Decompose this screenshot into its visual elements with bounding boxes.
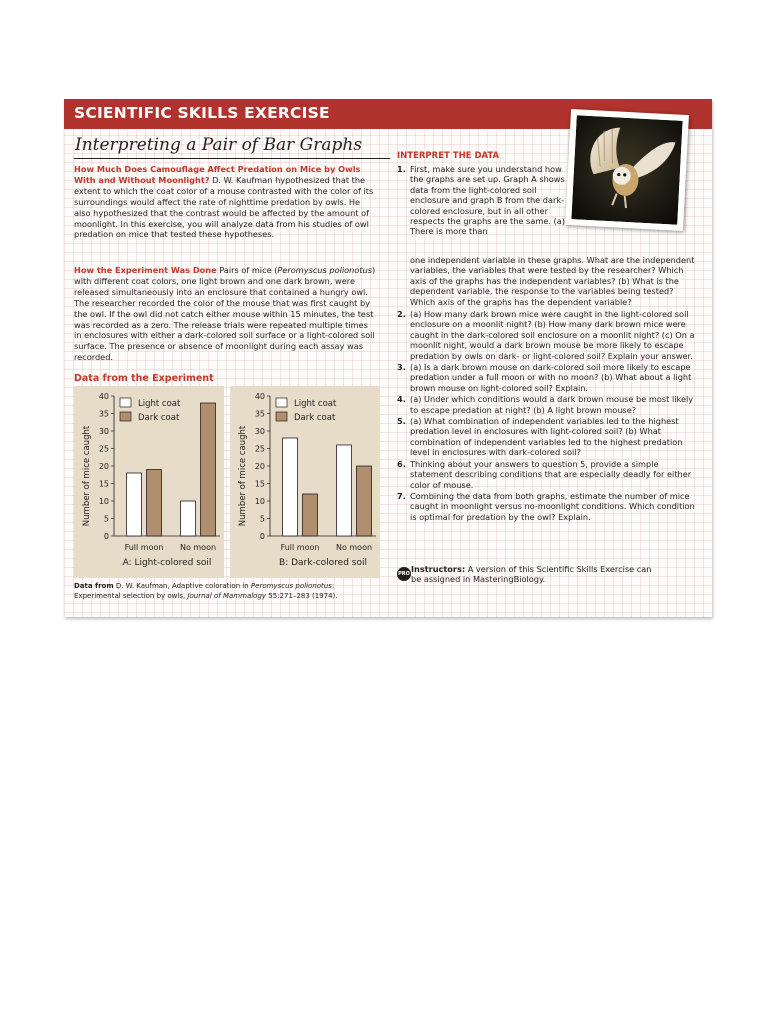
category-label: Full moon: [280, 543, 320, 552]
y-tick-label: 40: [98, 391, 109, 401]
legend-label: Dark coat: [138, 413, 180, 423]
y-tick-label: 15: [98, 479, 109, 489]
question-3: 3. (a) Is a dark brown mouse on dark-colored soil more likely to escape predation under a full moon or with no moon? (b) What about a light brown mouse on light-colored soil? Explain.: [397, 362, 692, 393]
title-rule: [74, 158, 390, 159]
question-7: 7. Combining the data from both graphs, estimate the number of mice caught in moonlight versus no-moonlight conditions. Which condition is optimal for predation by the owl? Explain.: [397, 490, 695, 522]
bar-dark-coat-no-moon: [201, 403, 216, 536]
y-axis-label: Number of mice caught: [238, 425, 248, 527]
intro-heading: How Much Does Camouflage Affect Predation on Mice by Owls With and Without Moonlight?: [74, 164, 361, 185]
legend-swatch: [120, 412, 131, 421]
method-heading: How the Experiment Was Done: [74, 265, 217, 275]
bar-light-coat-full-moon: [283, 438, 298, 536]
bar-light-coat-full-moon: [127, 473, 142, 536]
question-4: 4. (a) Under which conditions would a dark brown mouse be most likely to escape predation at night? (b) A light brown mouse?: [397, 394, 694, 415]
question-5: 5. (a) What combination of independent variables led to the highest predation level in enclosures with light-colored soil? (b) What combination of independent variables led to the highest predation level in enclosures with dark-colored soil?: [397, 416, 683, 458]
question-list-head: [397, 164, 697, 238]
bar-chart-a: [74, 386, 224, 578]
method-species: Peromyscus polionotus: [277, 265, 373, 275]
intro-body: D. W. Kaufman hypothesized that the extent to which the coat color of a mouse contrasted with the color of its surroundings would affect the rate of nighttime predation by owls. He also hypothesized that the contrast would be affected by the amount of moonlight. In this exercise, you will analyze data from his studies of owl predation on mice that tested these hypotheses.: [74, 174, 374, 240]
chart-title: A: Light-colored soil: [122, 558, 212, 568]
intro-paragraph: [74, 164, 376, 240]
y-tick-label: 20: [98, 461, 109, 471]
bar-light-coat-no-moon: [181, 501, 196, 536]
y-tick-label: 35: [98, 409, 109, 419]
category-label: No moon: [179, 543, 217, 552]
legend-label: Light coat: [138, 399, 181, 409]
method-body-1: Pairs of mice (: [216, 265, 278, 275]
y-tick-label: 5: [259, 514, 265, 524]
legend-label: Dark coat: [294, 413, 336, 423]
y-tick-label: 10: [254, 496, 265, 506]
y-tick-label: 5: [103, 514, 109, 524]
instructor-label: Instructors:: [411, 564, 466, 574]
citation-ref: 55:271–283 (1974).: [266, 591, 338, 600]
question-1-continued: one independent variable in these graphs. What are the independent variables, the variables that were tested by the researcher? Which axis of the graphs has the independent variables? (b) What is the dependent variable, the response to the variables being tested? Which axis of the graphs has the dependent variable?: [410, 255, 695, 307]
y-tick-label: 30: [254, 426, 265, 436]
bar-light-coat-no-moon: [337, 445, 352, 536]
bar-dark-coat-full-moon: [147, 470, 162, 537]
bar-chart-b: [230, 386, 380, 578]
question-1-lead: First, make sure you understand how the graphs are set up. Graph A shows data from the light-colored soil enclosure and graph B from the dark-colored enclosure, but in all other respects the graphs are the same. (a) There is more than: [410, 164, 565, 237]
question-2: 2. (a) How many dark brown mice were caught in the light-colored soil enclosure on a moonlit night? (b) How many dark brown mice were caught in the dark-colored soil enclosure on a moonlit night? (c) On a moonlit night, would a dark brown mouse be more likely to escape predation by owls on dark- or light-colored soil? Explain your answer.: [397, 309, 695, 361]
bar-dark-coat-no-moon: [357, 466, 372, 536]
citation-rest: : Experimental selection by owls,: [74, 582, 335, 600]
y-tick-label: 0: [259, 531, 265, 541]
y-tick-label: 20: [254, 461, 265, 471]
question-1: 1. First, make sure you understand how the graphs are set up. Graph A shows data from the light-colored soil enclosure and graph B from the dark-colored enclosure, but in all other respects the graphs are the same. (a) There is more than: [397, 164, 565, 237]
y-tick-label: 25: [98, 444, 109, 454]
data-citation: [74, 582, 374, 601]
data-heading: Data from the Experiment: [74, 373, 214, 384]
citation-journal: Journal of Mammalogy: [187, 591, 267, 600]
instructor-text: [411, 564, 661, 585]
y-axis-label: Number of mice caught: [82, 425, 92, 527]
mastering-biology-icon: PRO: [397, 567, 411, 581]
question-6: 6. Thinking about your answers to question 5, provide a simple statement describing conditions that are especially deadly for either color of mouse.: [397, 458, 692, 490]
instructor-body: A version of this Scientific Skills Exercise can be assigned in MasteringBiology.: [411, 564, 652, 585]
exercise-subtitle: Interpreting a Pair of Bar Graphs: [75, 135, 363, 155]
citation-prefix: Data from: [74, 582, 114, 590]
banner-title: SCIENTIFIC SKILLS EXERCISE: [74, 104, 330, 122]
citation-authors: D. W. Kaufman, Adaptive coloration in: [113, 582, 251, 590]
category-label: Full moon: [124, 543, 164, 552]
y-tick-label: 15: [254, 479, 265, 489]
chart-title: B: Dark-colored soil: [279, 558, 367, 568]
question-list: [397, 309, 697, 523]
method-paragraph: [74, 265, 376, 363]
category-label: No moon: [335, 543, 373, 552]
y-tick-label: 10: [98, 496, 109, 506]
legend-swatch: [276, 412, 287, 421]
legend-swatch: [276, 398, 287, 407]
y-tick-label: 40: [254, 391, 265, 401]
y-tick-label: 30: [98, 426, 109, 436]
method-body-2: ) with different coat colors, one light brown and one dark brown, were released simultaneously into an enclosure that contained a hungry owl. The researcher recorded the color of the mouse that was first caught by the owl. If the owl did not catch either mouse within 15 minutes, the test was recorded as a zero. The release trials were repeated multiple times in enclosures with either a dark-colored soil surface or a light-colored soil surface. The presence or absence of moonlight during each assay was recorded.: [74, 265, 376, 363]
y-tick-label: 25: [254, 444, 265, 454]
y-tick-label: 35: [254, 409, 265, 419]
legend-swatch: [120, 398, 131, 407]
interpret-heading: INTERPRET THE DATA: [397, 151, 500, 161]
legend-label: Light coat: [294, 399, 337, 409]
bar-dark-coat-full-moon: [303, 494, 318, 536]
y-tick-label: 0: [103, 531, 109, 541]
citation-species: Peromyscus polionotus: [250, 582, 332, 590]
